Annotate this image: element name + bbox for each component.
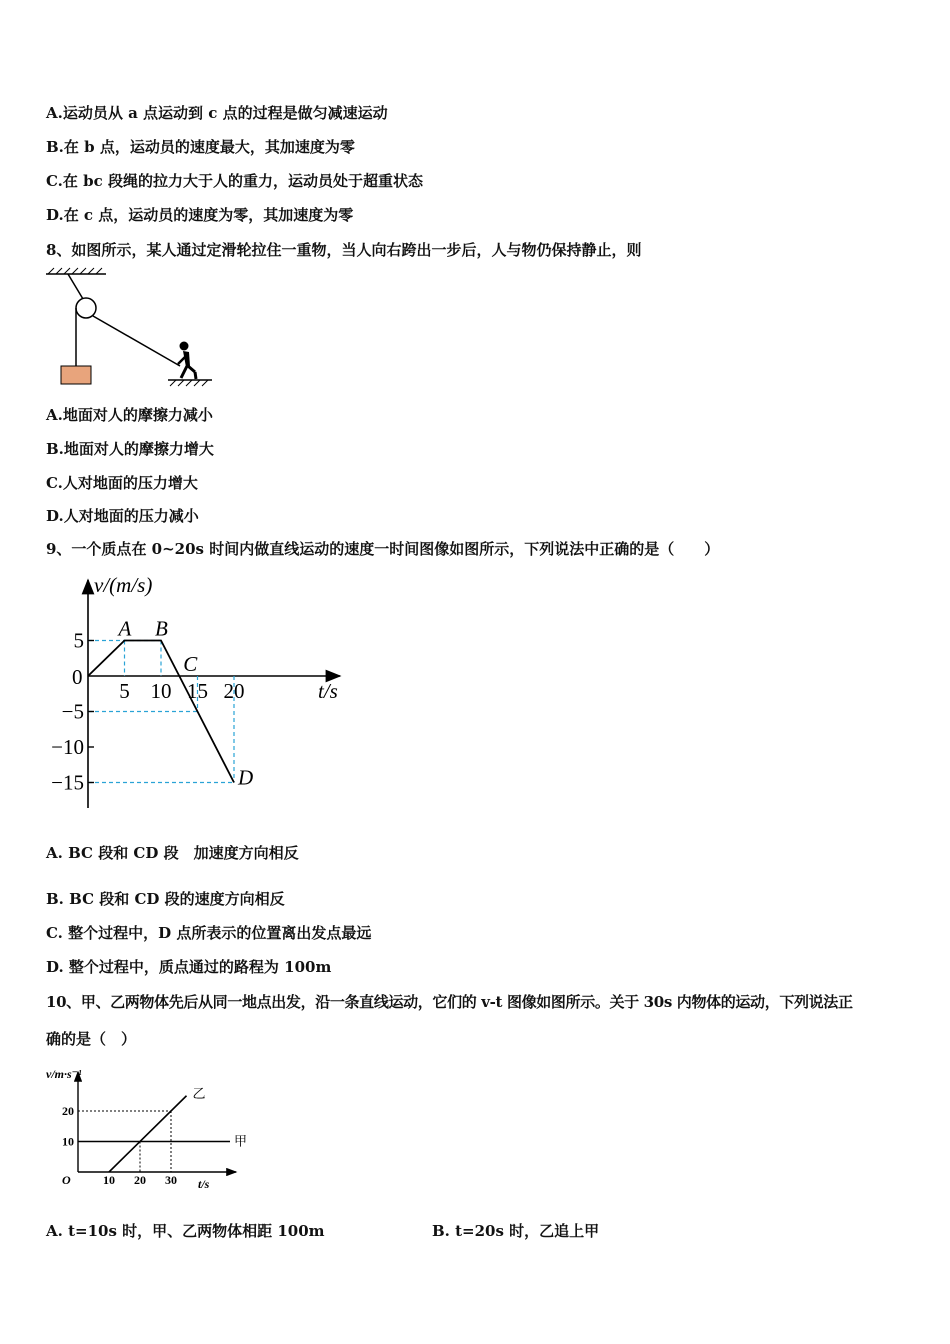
q7-option-c: C.在 bc 段绳的拉力大于人的重力，运动员处于超重状态	[46, 172, 423, 190]
y-tick-label: 5	[73, 628, 84, 653]
q8-option-d: D.人对地面的压力减小	[46, 507, 199, 525]
q9-option-d: D. 整个过程中，质点通过的路程为 100m	[46, 958, 332, 976]
x-tick-label: 10	[150, 679, 172, 703]
person-figure	[178, 342, 196, 380]
point-label-b: B	[155, 616, 168, 641]
x-tick-label: 30	[165, 1173, 177, 1187]
q10-stem-line1: 10、甲、乙两物体先后从同一地点出发，沿一条直线运动，它们的 v-t 图像如图所示。关于 30s 内物体的运动，下列说法正	[46, 993, 853, 1011]
pulley-figure	[40, 268, 220, 393]
ceiling-hatch	[46, 268, 106, 274]
q8-option-a: A.地面对人的摩擦力减小	[46, 406, 213, 424]
y-axis-label: v/(m/s)	[94, 573, 153, 597]
q7-option-d: D.在 c 点，运动员的速度为零，其加速度为零	[46, 206, 354, 224]
y-tick-label: −5	[61, 699, 84, 724]
q8-option-b: B.地面对人的摩擦力增大	[46, 440, 214, 458]
x-axis-label: t/s	[318, 679, 338, 703]
pulley-wheel	[76, 298, 96, 318]
q10-stem-line2: 确的是（ ）	[46, 1030, 137, 1048]
y-axis-label: v/m·s⁻¹	[46, 1067, 82, 1081]
q9-option-b: B. BC 段和 CD 段的速度方向相反	[46, 890, 285, 908]
y-tick-label: 20	[62, 1104, 74, 1118]
origin-label: O	[62, 1173, 71, 1187]
q10-option-b: B. t=20s 时，乙追上甲	[432, 1222, 600, 1240]
rope-slanted	[93, 316, 180, 366]
x-tick-label: 20	[223, 679, 245, 703]
point-label-a: A	[118, 616, 132, 641]
q9-option-a: A. BC 段和 CD 段 加速度方向相反	[46, 844, 299, 862]
y-tick-label: −15	[51, 770, 84, 795]
q10-option-a: A. t=10s 时，甲、乙两物体相距 100m	[46, 1222, 325, 1240]
q9-stem: 9、一个质点在 0~20s 时间内做直线运动的速度一时间图像如图所示，下列说法中正确的是（ ）	[46, 540, 720, 558]
q9-vt-graph	[40, 570, 360, 815]
weight-block	[61, 366, 91, 384]
y-tick-label: −10	[51, 735, 84, 759]
q7-option-b: B.在 b 点，运动员的速度最大，其加速度为零	[46, 138, 355, 156]
x-tick-label: 15	[187, 679, 208, 703]
q9-option-c: C. 整个过程中，D 点所表示的位置离出发点最远	[46, 924, 372, 942]
series-label-yi: 乙	[192, 1085, 206, 1101]
q7-option-a: A.运动员从 a 点运动到 c 点的过程是做匀减速运动	[46, 104, 388, 122]
x-tick-label: 20	[134, 1173, 146, 1187]
guide-lines	[88, 641, 234, 783]
q8-stem: 8、如图所示，某人通过定滑轮拉住一重物，当人向右跨出一步后，人与物仍保持静止，则	[46, 241, 642, 259]
origin-label: 0	[72, 665, 83, 689]
x-tick-label: 5	[119, 679, 130, 703]
x-tick-label: 10	[103, 1173, 115, 1187]
tick-marks	[88, 641, 94, 783]
q10-vt-graph	[40, 1060, 248, 1195]
point-label-d: D	[238, 765, 254, 790]
series-line-yi	[109, 1096, 187, 1172]
q8-option-c: C.人对地面的压力增大	[46, 474, 198, 492]
x-axis-label: t/s	[198, 1177, 210, 1191]
ground-hatch	[168, 380, 212, 386]
point-label-c: C	[183, 652, 198, 676]
y-tick-label: 10	[62, 1134, 74, 1149]
series-label-jia: 甲	[234, 1133, 248, 1149]
